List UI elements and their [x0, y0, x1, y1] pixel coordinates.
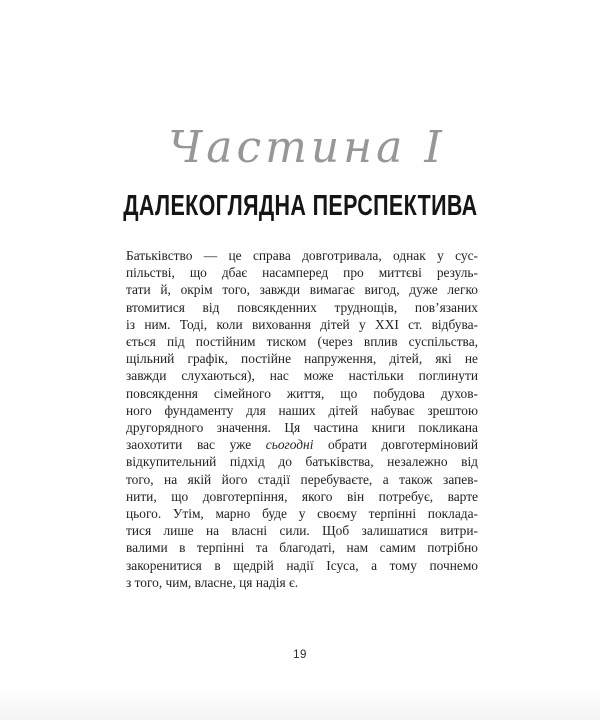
body-line-segment: заохотити вас уже [126, 437, 266, 453]
body-line-segment: із ним. Тоді, коли виховання дітей у XXI ст. відбува- [126, 316, 478, 332]
chapter-title: ДАЛЕКОГЛЯДНА ПЕРСПЕКТИВА [122, 190, 478, 222]
body-line [126, 522, 478, 539]
body-line-segment: завжди слухаються), нас може настільки поглинути [126, 368, 478, 384]
body-line-segment: втомитися від повсякденних труднощів, пов’язаних [126, 299, 478, 315]
body-line-segment: Батьківство — це справа довготривала, однак у сус- [126, 248, 478, 263]
body-line [126, 488, 478, 505]
body-line-segment: тися лише на власні сили. Щоб залишатися витри- [126, 523, 478, 539]
body-line-segment: цього. Утім, марно буде у своєму терпінні поклада- [126, 506, 478, 522]
body-line [126, 505, 478, 522]
body-line [126, 574, 478, 591]
part-heading-script: Частина I [168, 122, 446, 173]
body-line-segment: закоренитися в щедрій надії Ісуса, а тому почнемо [126, 557, 478, 573]
body-line [126, 385, 478, 402]
body-line-segment: другорядного значення. Ця частина книги покликана [126, 420, 478, 436]
body-line [126, 281, 478, 298]
body-line-segment: щільний графік, постійне напруження, дітей, які не [126, 351, 478, 367]
body-line-segment: пільстві, що дбає насамперед про миттєві резуль- [126, 265, 478, 281]
body-line [126, 539, 478, 556]
body-line [126, 419, 478, 436]
body-line-segment: з того, чим, власне, ця надія є. [126, 574, 299, 590]
body-line [126, 247, 478, 264]
body-line [126, 264, 478, 281]
body-line-segment: того, на якій його стадії перебуваєте, а також запев- [126, 471, 478, 487]
body-line-segment: повсякдення сімейного життя, що побудова духов- [126, 385, 478, 401]
page-number: 19 [293, 649, 307, 661]
body-line [126, 316, 478, 333]
body-line-segment: ного фундаменту для наших дітей набуває зрештою [126, 402, 478, 418]
body-line [126, 299, 478, 316]
body-line [126, 453, 478, 470]
body-line-segment: ється під постійним тиском (через вплив суспільства, [126, 334, 478, 350]
body-line [126, 350, 478, 367]
body-line [126, 402, 478, 419]
body-line-segment: обрати довготерміновий [313, 437, 478, 453]
body-line [126, 367, 478, 384]
body-text [126, 247, 478, 591]
body-line [126, 436, 478, 453]
body-line-segment: нити, що довготерпіння, якого він потребує, варте [126, 488, 478, 504]
body-line-segment: відкупительний підхід до батьківства, незалежно від [126, 454, 478, 470]
body-line [126, 557, 478, 574]
body-line [126, 333, 478, 350]
chapter-title-wrap [0, 190, 600, 223]
body-line-segment: тати й, окрім того, завжди вимагає вигод, дуже легко [126, 282, 478, 298]
body-line [126, 471, 478, 488]
body-line-segment: валими в терпінні та благодаті, нам самим потрібно [126, 540, 478, 556]
body-line-italic-segment: сьогодні [265, 437, 314, 453]
